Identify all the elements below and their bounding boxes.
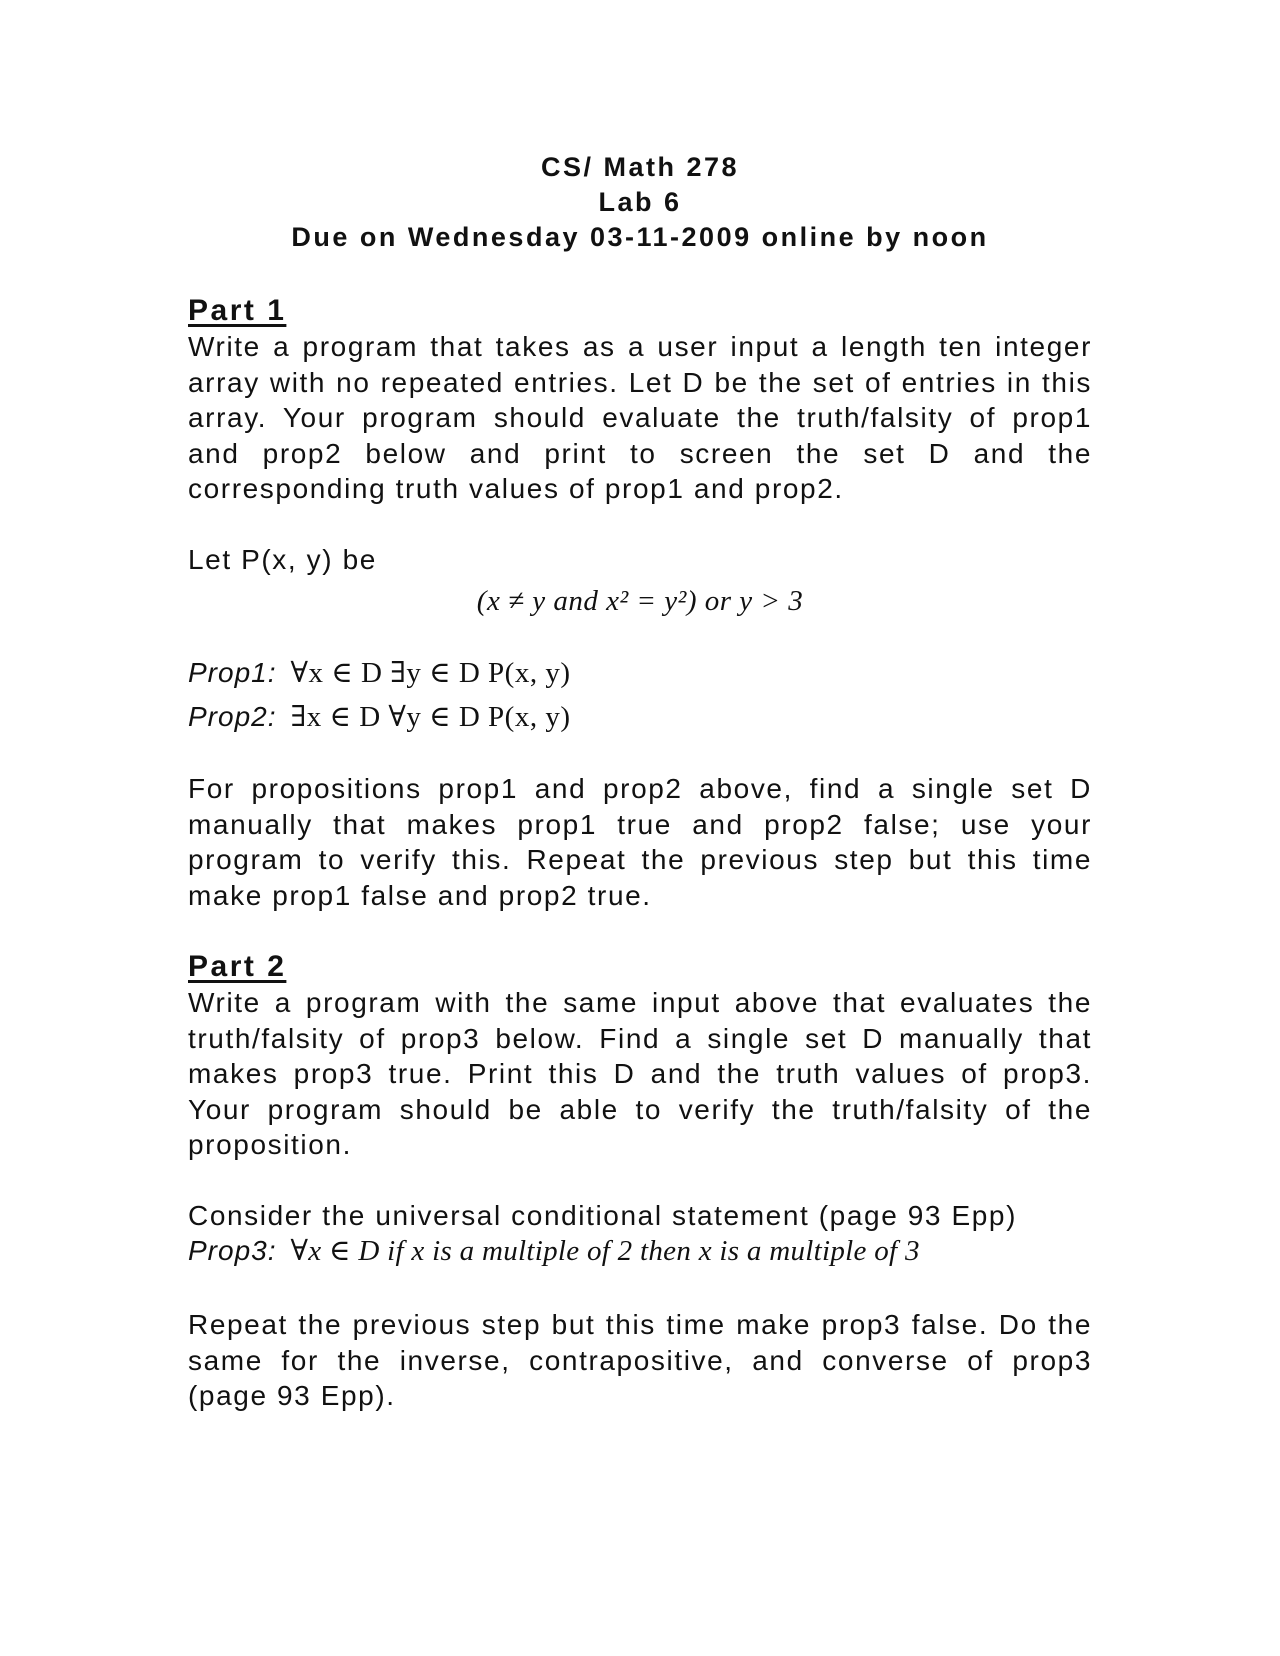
lab-title: Lab 6 xyxy=(598,187,682,217)
prop2-formula: ∃x ∈ D ∀y ∈ D P(x, y) xyxy=(290,701,571,733)
part2-task: Repeat the previous step but this time make prop3 false. Do the same for the inverse, contrapositive, and converse of prop3 (page 93 Epp). xyxy=(188,1309,1092,1411)
prop1-formula: ∀x ∈ D ∃y ∈ D P(x, y) xyxy=(290,657,571,689)
prop3-row xyxy=(188,1233,1092,1269)
prop1-label: Prop1: xyxy=(188,657,277,688)
part2-section xyxy=(188,949,1092,1414)
part1-heading: Part 1 xyxy=(188,294,287,327)
p-definition-label: Let P(x, y) be xyxy=(188,543,377,575)
part1-task: For propositions prop1 and prop2 above, find a single set D manually that makes prop1 true and prop2 false; use your program to verify this. Repeat the previous step but this time make prop1 false and prop2 true. xyxy=(188,773,1092,911)
prop3-label: Prop3: xyxy=(188,1235,277,1266)
part2-heading: Part 2 xyxy=(188,950,287,983)
part1-intro: Write a program that takes as a user input a length ten integer array with no repeated entries. Let D be the set of entries in this array. Your program should evaluate the truth/falsity of prop1 and prop2 below and print to screen the set D and the corresponding truth values of prop1 and prop2. xyxy=(188,331,1092,504)
document-header xyxy=(188,150,1092,255)
prop1-row xyxy=(188,651,1092,695)
prop3-formula: ∀x ∈ D if x is a multiple of 2 then x is a multiple of 3 xyxy=(290,1235,920,1267)
prop2-row xyxy=(188,695,1092,739)
due-date: Due on Wednesday 03-11-2009 online by noon xyxy=(291,222,989,252)
p-formula: (x ≠ y and x² = y²) or y > 3 xyxy=(476,585,804,617)
course-title: CS/ Math 278 xyxy=(540,152,740,182)
part1-section xyxy=(188,293,1092,913)
consider-line: Consider the universal conditional statement (page 93 Epp) xyxy=(188,1199,1018,1231)
document-page xyxy=(188,150,1092,1414)
prop2-label: Prop2: xyxy=(188,701,277,732)
part2-intro: Write a program with the same input above that evaluates the truth/falsity of prop3 below. Find a single set D manually that makes prop3 true. Print this D and the truth values of prop3. Your program should be able to verify the truth/falsity of the proposition. xyxy=(188,987,1092,1160)
